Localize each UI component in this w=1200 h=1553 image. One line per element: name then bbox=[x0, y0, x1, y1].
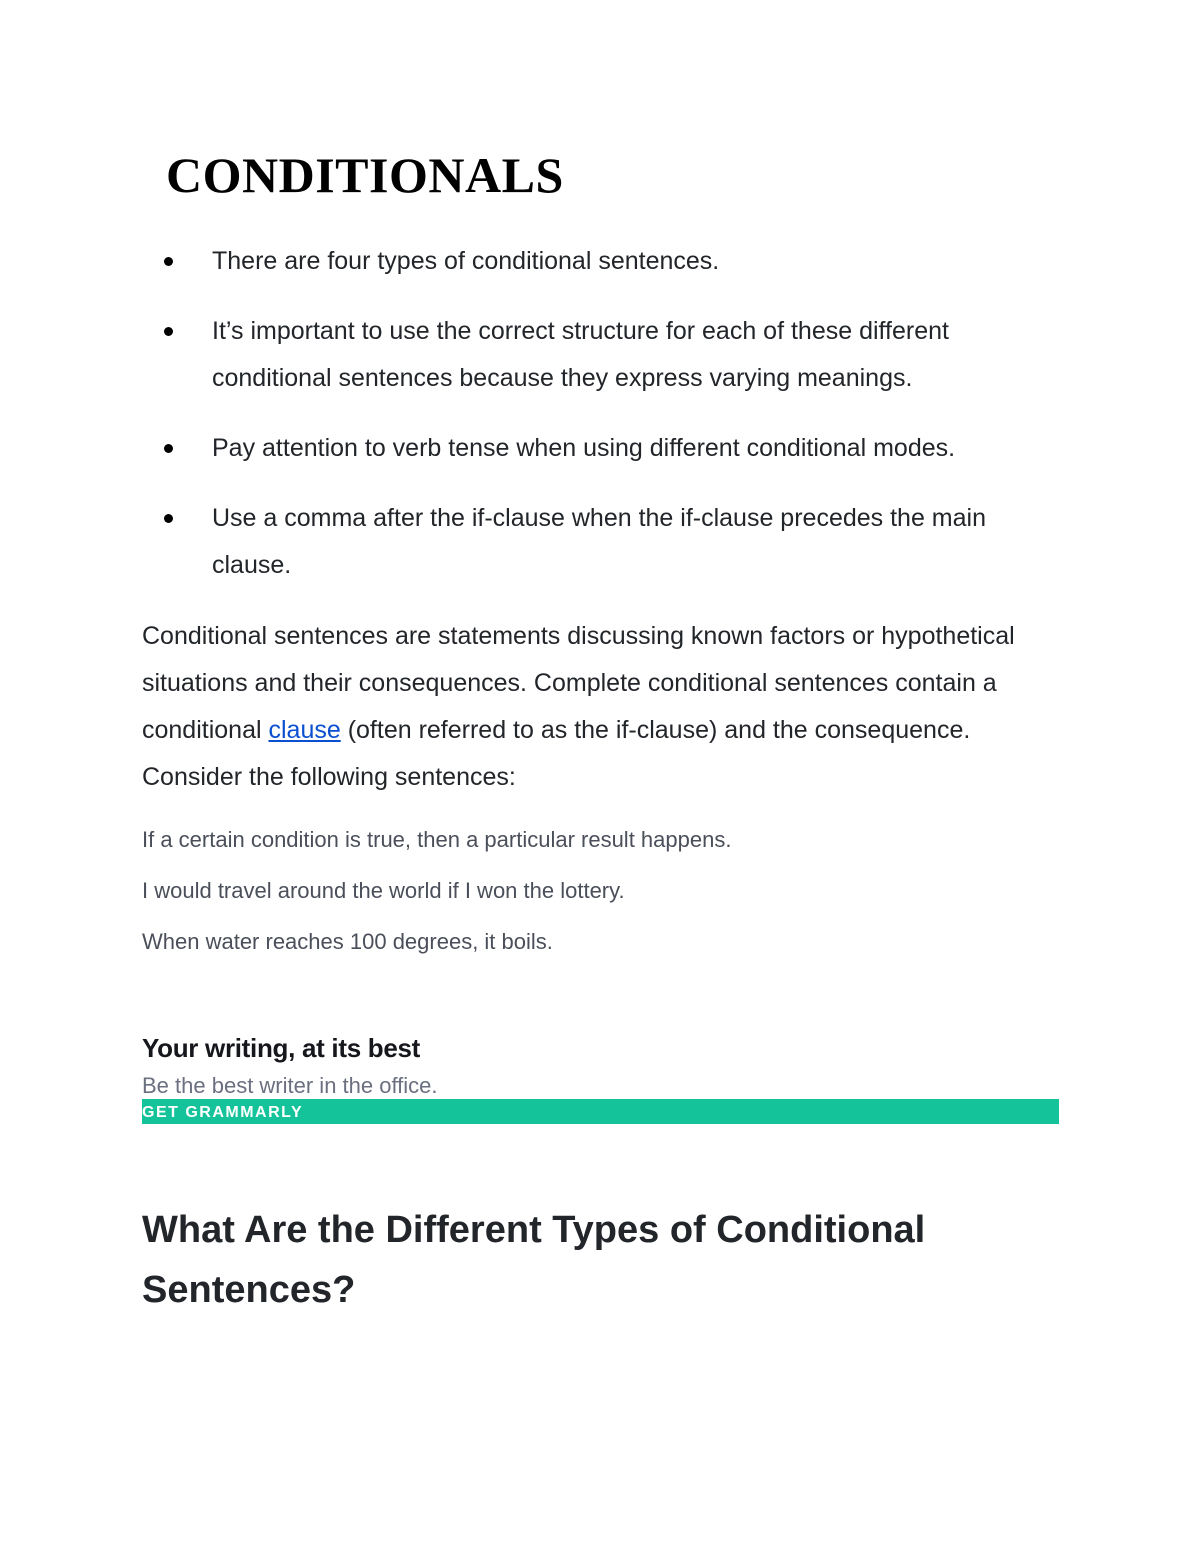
list-item-text: Pay attention to verb tense when using different conditional modes. bbox=[212, 434, 956, 462]
list-item bbox=[162, 308, 1042, 402]
example-sentence: I would travel around the world if I won the lottery. bbox=[142, 878, 625, 903]
list-item-text: Use a comma after the if-clause when the if-clause precedes the main clause. bbox=[212, 504, 986, 579]
list-item bbox=[162, 238, 1042, 285]
page-title: CONDITIONALS bbox=[166, 147, 564, 203]
bullet-icon bbox=[164, 514, 173, 523]
bullet-icon bbox=[164, 327, 173, 336]
intro-text-after: (often referred to as the if-clause) and the consequence. Consider the following sentences: bbox=[142, 716, 971, 791]
bullet-icon bbox=[164, 444, 173, 453]
example-sentence: When water reaches 100 degrees, it boils. bbox=[142, 929, 553, 954]
section-heading: What Are the Different Types of Conditional Sentences? bbox=[142, 1209, 926, 1311]
promo-title: Your writing, at its best bbox=[142, 1033, 421, 1063]
clause-link[interactable]: clause bbox=[268, 716, 341, 744]
bullet-icon bbox=[164, 257, 173, 266]
example-sentences bbox=[142, 820, 1072, 973]
list-item-text: It’s important to use the correct structure for each of these different conditional sentences because they express varying meanings. bbox=[212, 317, 949, 392]
promo-subtitle: Be the best writer in the office. bbox=[142, 1073, 438, 1098]
example-sentence: If a certain condition is true, then a particular result happens. bbox=[142, 827, 732, 852]
list-item-text: There are four types of conditional sentences. bbox=[212, 247, 720, 275]
key-points-list bbox=[162, 238, 1042, 612]
list-item bbox=[162, 495, 1042, 589]
intro-paragraph bbox=[142, 613, 1072, 801]
get-grammarly-button[interactable]: GET GRAMMARLY bbox=[142, 1099, 1059, 1124]
list-item bbox=[162, 425, 1042, 472]
intro-text-before: Conditional sentences are statements discussing known factors or hypothetical situations and their consequences. Complete conditional sentences contain a conditional bbox=[142, 622, 1015, 744]
